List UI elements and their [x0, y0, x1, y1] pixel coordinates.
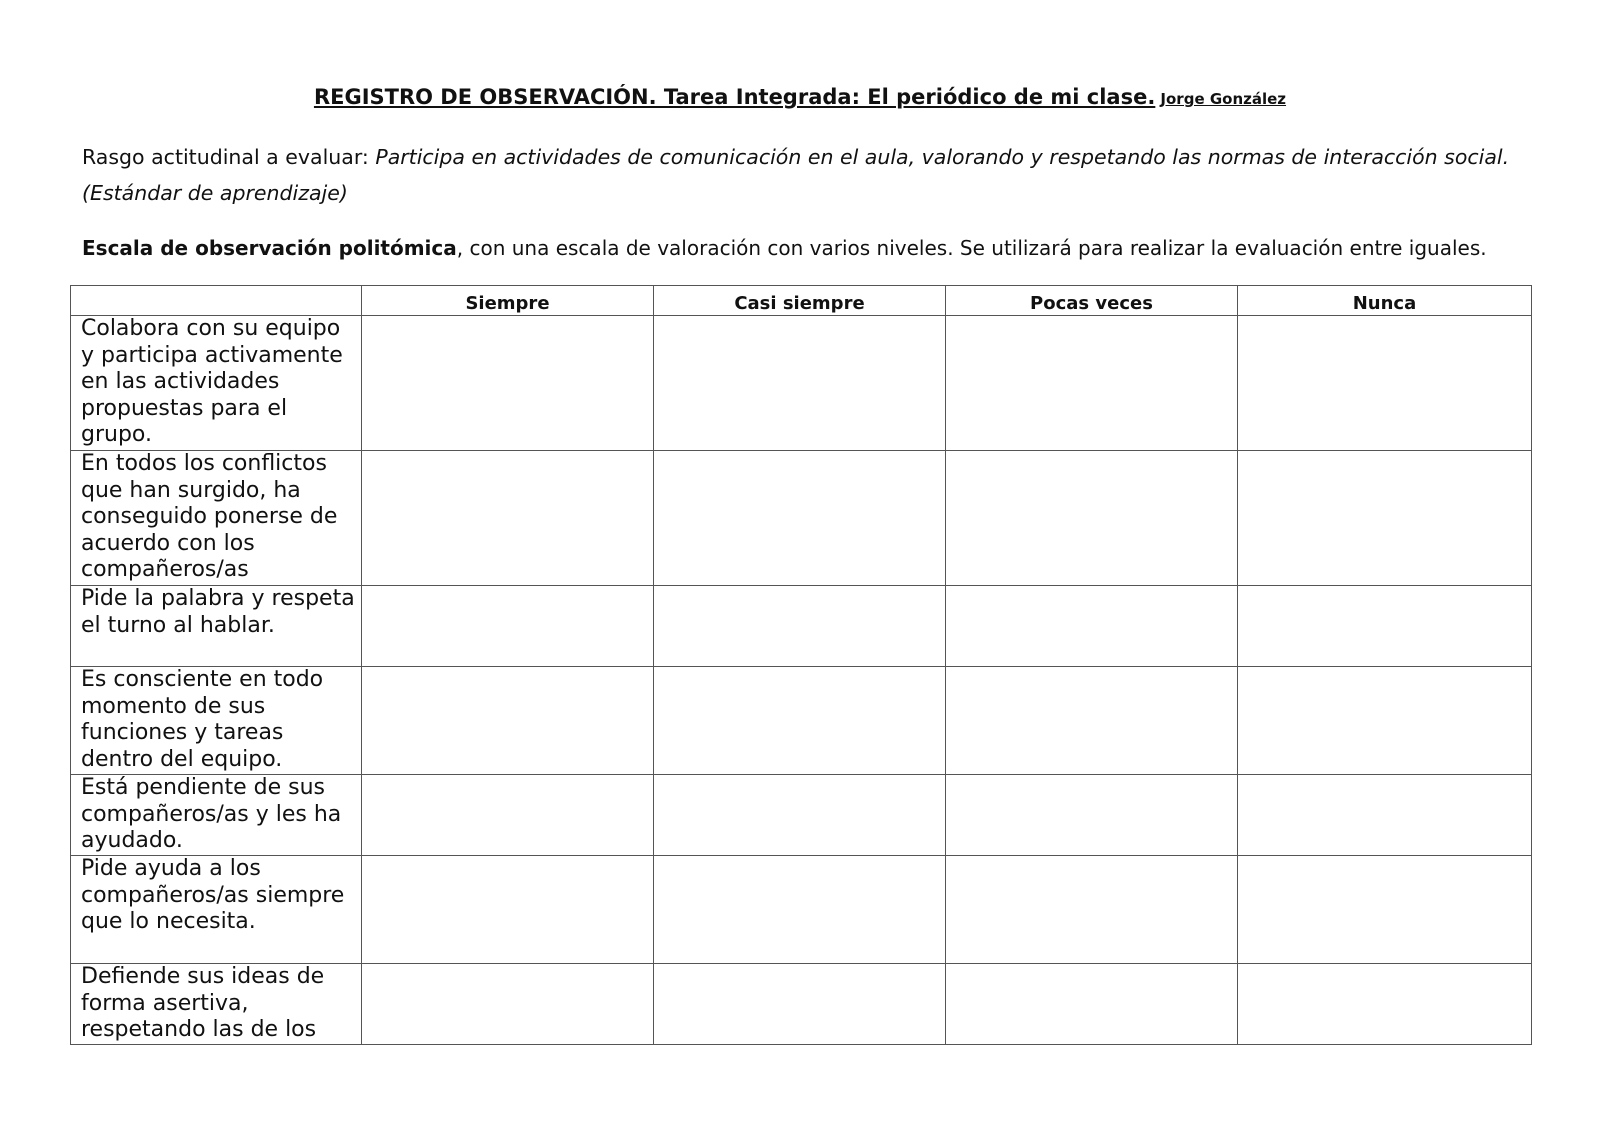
criterion-label: Pide ayuda a los compañeros/as siempre que lo necesita. — [71, 856, 362, 964]
table-row — [71, 964, 1532, 1045]
rating-cell[interactable] — [654, 586, 946, 667]
rating-cell[interactable] — [1238, 586, 1532, 667]
table-row — [71, 667, 1532, 775]
rating-cell[interactable] — [654, 775, 946, 856]
rating-cell[interactable] — [362, 451, 654, 586]
rating-cell[interactable] — [946, 451, 1238, 586]
column-header-blank — [71, 286, 362, 316]
table-row — [71, 316, 1532, 451]
title-text: REGISTRO DE OBSERVACIÓN. Tarea Integrada: El periódico de mi clase. — [313, 85, 1156, 109]
column-header-siempre: Siempre — [362, 286, 654, 316]
rating-cell[interactable] — [362, 667, 654, 775]
rating-cell[interactable] — [1238, 667, 1532, 775]
trait-text: Participa en actividades de comunicación en el aula, valorando y respetando las normas de interacción social. (Estándar de aprendizaje) — [82, 145, 1510, 205]
trait-paragraph — [82, 139, 1532, 211]
criterion-label: Colabora con su equipo y participa activamente en las actividades propuestas para el grupo. — [71, 316, 362, 451]
rating-cell[interactable] — [946, 964, 1238, 1045]
rating-cell[interactable] — [362, 586, 654, 667]
trait-label: Rasgo actitudinal a evaluar: — [82, 145, 369, 169]
rating-cell[interactable] — [362, 856, 654, 964]
rating-cell[interactable] — [654, 667, 946, 775]
rating-cell[interactable] — [1238, 964, 1532, 1045]
column-header-casi-siempre: Casi siempre — [654, 286, 946, 316]
criterion-label-text: Defiende sus ideas de forma asertiva, respetando las de los — [81, 964, 325, 1043]
rating-cell[interactable] — [654, 964, 946, 1045]
rating-cell[interactable] — [1238, 451, 1532, 586]
column-header-pocas-veces: Pocas veces — [946, 286, 1238, 316]
document-title — [0, 85, 1600, 109]
table-row — [71, 586, 1532, 667]
rating-cell[interactable] — [1238, 316, 1532, 451]
criterion-label: En todos los conflictos que han surgido, ha conseguido ponerse de acuerdo con los compañeros/as — [71, 451, 362, 586]
rating-cell[interactable] — [946, 667, 1238, 775]
criterion-label: Es consciente en todo momento de sus funciones y tareas dentro del equipo. — [71, 667, 362, 775]
rating-cell[interactable] — [1238, 775, 1532, 856]
rating-cell[interactable] — [946, 856, 1238, 964]
rating-cell[interactable] — [362, 964, 654, 1045]
criterion-label — [71, 964, 362, 1045]
author-name: Jorge González — [1160, 90, 1287, 108]
rating-cell[interactable] — [1238, 856, 1532, 964]
observation-table — [70, 285, 1532, 1045]
scale-bold: Escala de observación politómica — [82, 236, 457, 260]
rating-cell[interactable] — [362, 775, 654, 856]
rating-cell[interactable] — [654, 451, 946, 586]
rating-cell[interactable] — [654, 856, 946, 964]
rating-cell[interactable] — [362, 316, 654, 451]
column-header-nunca: Nunca — [1238, 286, 1532, 316]
rating-cell[interactable] — [654, 316, 946, 451]
rating-cell[interactable] — [946, 775, 1238, 856]
criterion-label: Pide la palabra y respeta el turno al hablar. — [71, 586, 362, 667]
header-row — [71, 286, 1532, 316]
table-row — [71, 451, 1532, 586]
rating-cell[interactable] — [946, 586, 1238, 667]
table-row — [71, 775, 1532, 856]
rating-cell[interactable] — [946, 316, 1238, 451]
scale-text: , con una escala de valoración con varios niveles. Se utilizará para realizar la evaluación entre iguales. — [456, 236, 1487, 260]
scale-paragraph — [82, 230, 1532, 266]
criterion-label: Está pendiente de sus compañeros/as y les ha ayudado. — [71, 775, 362, 856]
table-row — [71, 856, 1532, 964]
